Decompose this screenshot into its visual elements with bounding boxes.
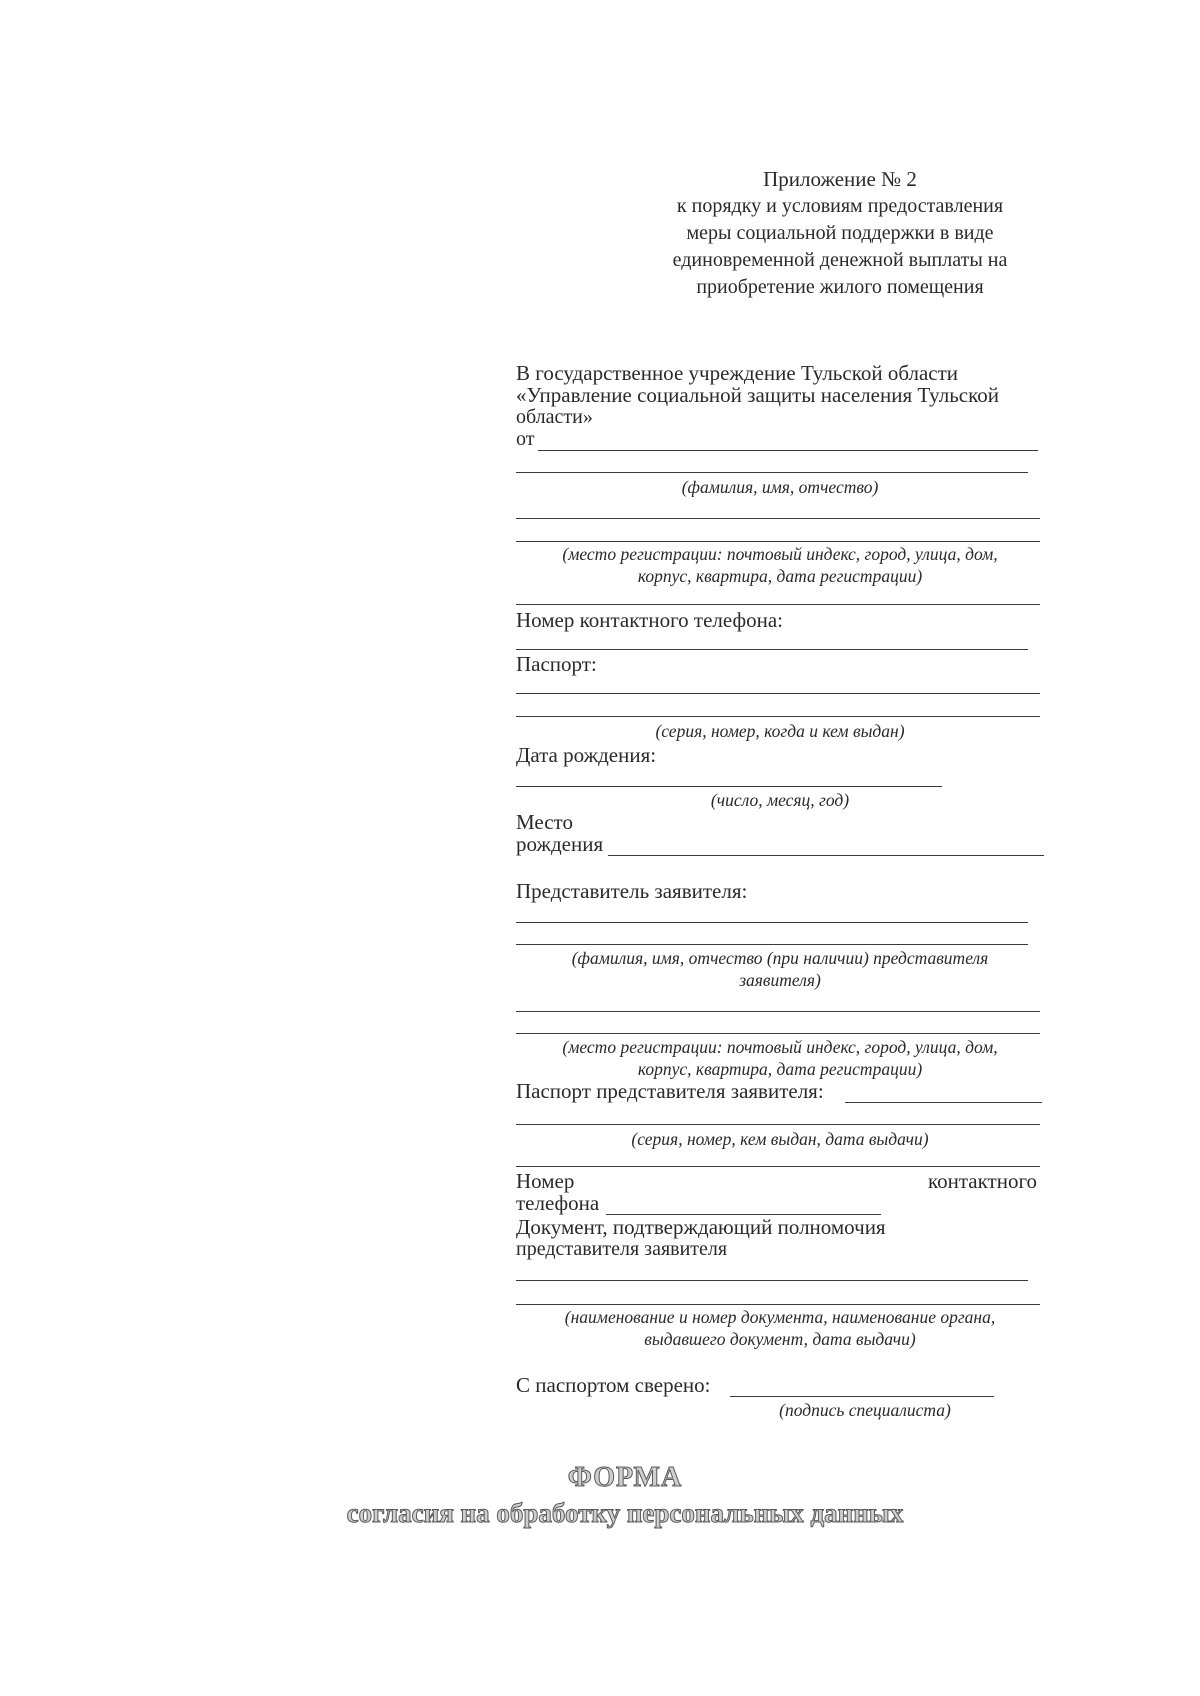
form-subheading: согласия на обработку персональных данных xyxy=(346,1498,904,1528)
rep-registration-field-line-2[interactable] xyxy=(516,1033,1040,1034)
addressee-line-3: области» xyxy=(516,406,593,428)
addressee-line-1: В государственное учреждение Тульской области xyxy=(516,361,959,385)
rep-passport-field-line-2[interactable] xyxy=(516,1124,1040,1125)
registration-field-line-3[interactable] xyxy=(516,604,1040,605)
registration-field-line-1[interactable] xyxy=(516,518,1040,519)
rep-passport-label: Паспорт представителя заявителя: xyxy=(516,1079,824,1103)
birth-place-label-1: Место xyxy=(516,810,573,834)
rep-fio-field-line-2[interactable] xyxy=(516,944,1028,945)
verified-label: С паспортом сверено: xyxy=(516,1373,711,1397)
appendix-line-1: к порядку и условиям предоставления xyxy=(676,195,1004,217)
signature-field-line[interactable] xyxy=(730,1396,994,1397)
rep-phone-label-2: телефона xyxy=(516,1191,600,1215)
passport-caption: (серия, номер, когда и кем выдан) xyxy=(655,721,905,741)
rep-fio-caption-1: (фамилия, имя, отчество (при наличии) представителя xyxy=(571,948,989,968)
rep-phone-label-1: Номер xyxy=(516,1169,575,1193)
rep-registration-field-line-1[interactable] xyxy=(516,1011,1040,1012)
fio-caption: (фамилия, имя, отчество) xyxy=(681,477,879,497)
rep-fio-field-line-1[interactable] xyxy=(516,922,1028,923)
rep-passport-field-line-3[interactable] xyxy=(516,1166,1040,1167)
registration-caption-2: корпус, квартира, дата регистрации) xyxy=(637,566,923,586)
from-field-line[interactable] xyxy=(538,450,1038,451)
appendix-line-4: приобретение жилого помещения xyxy=(696,276,984,298)
rep-registration-caption-2: корпус, квартира, дата регистрации) xyxy=(637,1059,923,1079)
birth-place-field-line[interactable] xyxy=(608,855,1044,856)
representative-label: Представитель заявителя: xyxy=(516,879,748,903)
addressee-line-2: «Управление социальной защиты населения Тульской xyxy=(516,383,999,407)
registration-caption-1: (место регистрации: почтовый индекс, город, улица, дом, xyxy=(562,544,998,564)
fio-field-line[interactable] xyxy=(516,472,1028,473)
passport-label: Паспорт: xyxy=(516,652,597,676)
document-caption-2: выдавшего документ, дата выдачи) xyxy=(644,1329,916,1349)
rep-phone-label-1b: контактного xyxy=(928,1169,1038,1193)
passport-field-line-2[interactable] xyxy=(516,716,1040,717)
passport-field-line-1[interactable] xyxy=(516,693,1040,694)
birth-date-field-line[interactable] xyxy=(516,786,942,787)
signature-caption: (подпись специалиста) xyxy=(779,1400,951,1420)
appendix-title: Приложение № 2 xyxy=(763,167,917,191)
registration-field-line-2[interactable] xyxy=(516,541,1040,542)
form-heading: ФОРМА xyxy=(567,1462,683,1493)
document-field-line-2[interactable] xyxy=(516,1304,1040,1305)
document-field-line-1[interactable] xyxy=(516,1280,1028,1281)
rep-fio-caption-2: заявителя) xyxy=(739,970,821,990)
rep-registration-caption-1: (место регистрации: почтовый индекс, город, улица, дом, xyxy=(562,1037,998,1057)
birth-date-caption: (число, месяц, год) xyxy=(710,790,850,810)
document-caption-1: (наименование и номер документа, наименование органа, xyxy=(564,1307,996,1327)
rep-passport-field-line-1[interactable] xyxy=(845,1102,1042,1103)
appendix-line-2: меры социальной поддержки в виде xyxy=(686,222,994,244)
phone-label: Номер контактного телефона: xyxy=(516,608,783,632)
document-label-2: представителя заявителя xyxy=(516,1238,728,1260)
document-label-1: Документ, подтверждающий полномочия xyxy=(516,1215,886,1239)
appendix-line-3: единовременной денежной выплаты на xyxy=(672,249,1008,271)
from-label: от xyxy=(516,428,535,450)
rep-passport-caption: (серия, номер, кем выдан, дата выдачи) xyxy=(631,1129,929,1149)
birth-date-label: Дата рождения: xyxy=(516,743,657,767)
birth-place-label-2: рождения xyxy=(516,832,604,856)
phone-field-line[interactable] xyxy=(516,649,1028,650)
appendix-block xyxy=(600,166,1080,301)
